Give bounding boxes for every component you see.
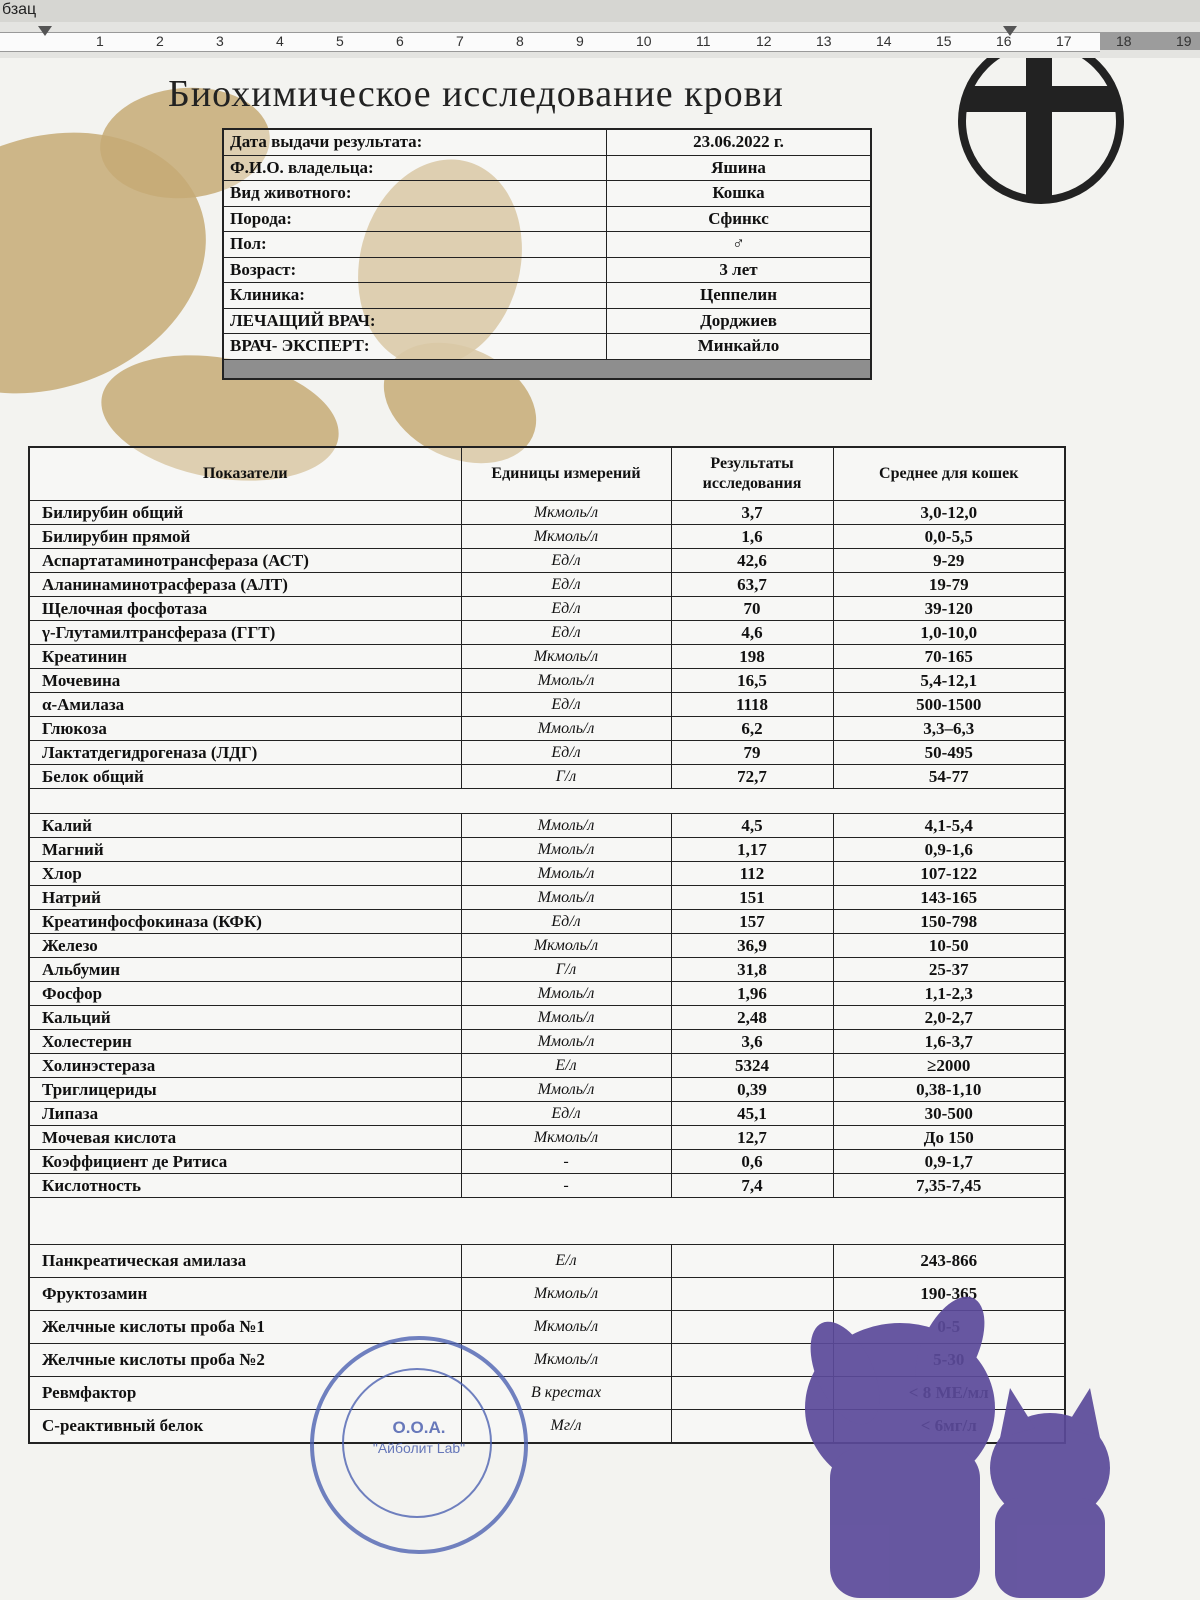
row-norm: 0,0-5,5 <box>833 525 1065 549</box>
info-row <box>223 334 871 360</box>
row-unit: Мкмоль/л <box>461 934 671 958</box>
info-value: Минкайло <box>607 334 872 360</box>
row-name: Желчные кислоты проба №1 <box>29 1311 461 1344</box>
row-norm: 7,35-7,45 <box>833 1174 1065 1198</box>
row-unit: Ммоль/л <box>461 1078 671 1102</box>
row-name: Фосфор <box>29 982 461 1006</box>
table-row <box>29 1245 1065 1278</box>
row-result: 72,7 <box>671 765 833 789</box>
ruler-tick-label: 17 <box>1056 33 1072 49</box>
row-norm: 10-50 <box>833 934 1065 958</box>
ruler-tick-label: 12 <box>756 33 772 49</box>
row-unit: Ед/л <box>461 621 671 645</box>
table-row <box>29 621 1065 645</box>
row-name: Натрий <box>29 886 461 910</box>
row-norm: 107-122 <box>833 862 1065 886</box>
row-name: Креатинфосфокиназа (КФК) <box>29 910 461 934</box>
pets-silhouette-icon <box>800 1278 1120 1600</box>
first-line-indent-marker[interactable] <box>38 26 52 36</box>
row-unit: Ммоль/л <box>461 717 671 741</box>
table-row <box>29 1126 1065 1150</box>
row-name: Лактатдегидрогеназа (ЛДГ) <box>29 741 461 765</box>
table-row <box>29 573 1065 597</box>
row-norm: 190-365 <box>833 1278 1065 1311</box>
row-norm: 1,0-10,0 <box>833 621 1065 645</box>
table-row <box>29 814 1065 838</box>
row-unit: Ед/л <box>461 549 671 573</box>
row-result: 31,8 <box>671 958 833 982</box>
stamp-text-line2: "Айболит Lab" <box>372 1440 466 1456</box>
info-label: Клиника: <box>223 283 607 309</box>
clinic-logo-icon <box>958 58 1124 204</box>
row-norm: 19-79 <box>833 573 1065 597</box>
table-row <box>29 886 1065 910</box>
row-norm: 25-37 <box>833 958 1065 982</box>
row-unit: Ед/л <box>461 1102 671 1126</box>
row-norm: 39-120 <box>833 597 1065 621</box>
spacer-row <box>29 789 1065 814</box>
row-unit: Е/л <box>461 1245 671 1278</box>
info-label: ВРАЧ- ЭКСПЕРТ: <box>223 334 607 360</box>
row-name: Аспартатаминотрансфераза (АСТ) <box>29 549 461 573</box>
row-unit: - <box>461 1150 671 1174</box>
row-result: 1,96 <box>671 982 833 1006</box>
spacer-row <box>29 1198 1065 1245</box>
row-name: Кислотность <box>29 1174 461 1198</box>
row-name: Калий <box>29 814 461 838</box>
row-name: Триглицериды <box>29 1078 461 1102</box>
ruler-tick-label: 5 <box>336 33 344 49</box>
row-norm: 3,0-12,0 <box>833 501 1065 525</box>
table-header-row <box>29 447 1065 501</box>
table-row <box>29 741 1065 765</box>
row-result: 3,6 <box>671 1030 833 1054</box>
info-row <box>223 206 871 232</box>
row-result: 157 <box>671 910 833 934</box>
ruler-strip <box>0 32 1100 52</box>
row-unit: Мкмоль/л <box>461 645 671 669</box>
info-value: ♂ <box>607 232 872 258</box>
document-title: Биохимическое исследование крови <box>168 73 784 115</box>
ribbon-tab-label[interactable]: бзац <box>2 1 37 18</box>
row-result: 3,7 <box>671 501 833 525</box>
row-norm: 500-1500 <box>833 693 1065 717</box>
row-norm: 50-495 <box>833 741 1065 765</box>
row-result: 45,1 <box>671 1102 833 1126</box>
row-result: 198 <box>671 645 833 669</box>
table-row <box>29 934 1065 958</box>
row-norm: 3,3–6,3 <box>833 717 1065 741</box>
row-name: Глюкоза <box>29 717 461 741</box>
info-label: Пол: <box>223 232 607 258</box>
row-norm: 1,6-3,7 <box>833 1030 1065 1054</box>
row-unit: В крестах <box>461 1377 671 1410</box>
table-row <box>29 862 1065 886</box>
ruler-tick-label: 19 <box>1176 33 1192 49</box>
info-row <box>223 308 871 334</box>
row-result: 151 <box>671 886 833 910</box>
row-unit: Г/л <box>461 958 671 982</box>
row-norm: 70-165 <box>833 645 1065 669</box>
row-name: Белок общий <box>29 765 461 789</box>
row-name: Билирубин общий <box>29 501 461 525</box>
ruler-tick-label: 7 <box>456 33 464 49</box>
info-footer-row <box>223 359 871 379</box>
stamp-text-line1: О.О.А. <box>392 1418 446 1437</box>
row-name: Панкреатическая амилаза <box>29 1245 461 1278</box>
row-unit: Г/л <box>461 765 671 789</box>
document-page[interactable] <box>0 58 1200 1600</box>
row-unit: Ммоль/л <box>461 862 671 886</box>
table-row <box>29 1030 1065 1054</box>
row-unit: Ммоль/л <box>461 1030 671 1054</box>
table-row <box>29 910 1065 934</box>
row-unit: Ммоль/л <box>461 669 671 693</box>
row-name: α-Амилаза <box>29 693 461 717</box>
row-result: 1,17 <box>671 838 833 862</box>
table-row <box>29 838 1065 862</box>
row-norm: 4,1-5,4 <box>833 814 1065 838</box>
row-unit: Мкмоль/л <box>461 501 671 525</box>
row-unit: Ммоль/л <box>461 886 671 910</box>
table-row <box>29 1174 1065 1198</box>
top-bar <box>0 0 1200 23</box>
row-unit: Мкмоль/л <box>461 1344 671 1377</box>
ruler-tick-label: 11 <box>696 33 711 49</box>
info-value: Дорджиев <box>607 308 872 334</box>
row-name: Мочевина <box>29 669 461 693</box>
row-unit: Мг/л <box>461 1410 671 1444</box>
info-row <box>223 232 871 258</box>
row-name: γ-Глутамилтрансфераза (ГГТ) <box>29 621 461 645</box>
header-result: Результаты исследования <box>671 447 833 501</box>
table-row <box>29 597 1065 621</box>
row-result: 36,9 <box>671 934 833 958</box>
info-value: Цеппелин <box>607 283 872 309</box>
row-result: 1118 <box>671 693 833 717</box>
row-name: Магний <box>29 838 461 862</box>
row-result: 1,6 <box>671 525 833 549</box>
row-unit: Ед/л <box>461 741 671 765</box>
ruler-tick-label: 8 <box>516 33 524 49</box>
row-result <box>671 1245 833 1278</box>
row-name: Мочевая кислота <box>29 1126 461 1150</box>
info-value: 3 лет <box>607 257 872 283</box>
patient-info-table <box>222 128 872 380</box>
row-norm: 243-866 <box>833 1245 1065 1278</box>
info-row <box>223 181 871 207</box>
info-label: Порода: <box>223 206 607 232</box>
info-label: ЛЕЧАЩИЙ ВРАЧ: <box>223 308 607 334</box>
ruler-tick-label: 6 <box>396 33 404 49</box>
row-result: 5324 <box>671 1054 833 1078</box>
row-name: Альбумин <box>29 958 461 982</box>
row-unit: Ммоль/л <box>461 838 671 862</box>
row-name: Холинэстераза <box>29 1054 461 1078</box>
row-name: Железо <box>29 934 461 958</box>
table-row <box>29 1078 1065 1102</box>
ruler-tick-label: 2 <box>156 33 164 49</box>
table-row <box>29 1102 1065 1126</box>
table-row <box>29 1006 1065 1030</box>
row-result: 4,5 <box>671 814 833 838</box>
row-name: Желчные кислоты проба №2 <box>29 1344 461 1377</box>
table-row <box>29 501 1065 525</box>
info-row <box>223 257 871 283</box>
row-unit: Ммоль/л <box>461 814 671 838</box>
horizontal-ruler[interactable] <box>0 22 1200 59</box>
row-norm: До 150 <box>833 1126 1065 1150</box>
table-row <box>29 645 1065 669</box>
info-row <box>223 155 871 181</box>
info-value: Сфинкс <box>607 206 872 232</box>
table-row <box>29 958 1065 982</box>
row-name: Кальций <box>29 1006 461 1030</box>
table-row <box>29 982 1065 1006</box>
row-norm: 54-77 <box>833 765 1065 789</box>
row-norm: 1,1-2,3 <box>833 982 1065 1006</box>
row-result: 63,7 <box>671 573 833 597</box>
ruler-tick-label: 4 <box>276 33 284 49</box>
row-name: Хлор <box>29 862 461 886</box>
table-row <box>29 669 1065 693</box>
row-name: Билирубин прямой <box>29 525 461 549</box>
row-unit: Мкмоль/л <box>461 525 671 549</box>
ruler-tick-label: 16 <box>996 33 1012 49</box>
row-norm: 5,4-12,1 <box>833 669 1065 693</box>
row-result: 0,39 <box>671 1078 833 1102</box>
row-norm: 0,9-1,7 <box>833 1150 1065 1174</box>
row-result: 70 <box>671 597 833 621</box>
row-name: Щелочная фосфотаза <box>29 597 461 621</box>
row-unit: Ммоль/л <box>461 1006 671 1030</box>
row-name: С-реактивный белок <box>29 1410 461 1444</box>
row-unit: Ммоль/л <box>461 982 671 1006</box>
row-norm: 2,0-2,7 <box>833 1006 1065 1030</box>
row-unit: - <box>461 1174 671 1198</box>
row-result: 0,6 <box>671 1150 833 1174</box>
row-unit: Е/л <box>461 1054 671 1078</box>
row-unit: Ед/л <box>461 910 671 934</box>
row-name: Аланинаминотрасфераза (АЛТ) <box>29 573 461 597</box>
row-unit: Мкмоль/л <box>461 1126 671 1150</box>
header-norm: Среднее для кошек <box>833 447 1065 501</box>
table-row <box>29 549 1065 573</box>
header-name: Показатели <box>29 447 461 501</box>
row-unit: Ед/л <box>461 573 671 597</box>
info-value: Яшина <box>607 155 872 181</box>
row-result: 16,5 <box>671 669 833 693</box>
row-norm: 0,9-1,6 <box>833 838 1065 862</box>
clinic-stamp <box>310 1336 528 1554</box>
info-row <box>223 283 871 309</box>
info-row <box>223 129 871 155</box>
table-row <box>29 1150 1065 1174</box>
ruler-tick-label: 15 <box>936 33 952 49</box>
table-row <box>29 693 1065 717</box>
row-name: Холестерин <box>29 1030 461 1054</box>
ruler-tick-label: 13 <box>816 33 832 49</box>
ruler-tick-label: 1 <box>96 33 104 49</box>
row-result: 6,2 <box>671 717 833 741</box>
row-result: 2,48 <box>671 1006 833 1030</box>
row-unit: Мкмоль/л <box>461 1278 671 1311</box>
row-norm: 30-500 <box>833 1102 1065 1126</box>
row-name: Ревмфактор <box>29 1377 461 1410</box>
ruler-tick-label: 10 <box>636 33 652 49</box>
ruler-tick-label: 18 <box>1116 33 1132 49</box>
row-norm: 0,38-1,10 <box>833 1078 1065 1102</box>
row-unit: Ед/л <box>461 597 671 621</box>
ruler-tick-label: 14 <box>876 33 892 49</box>
info-label: Дата выдачи результата: <box>223 129 607 155</box>
row-name: Коэффициент де Ритиса <box>29 1150 461 1174</box>
row-unit: Ед/л <box>461 693 671 717</box>
header-unit: Единицы измерений <box>461 447 671 501</box>
row-unit: Мкмоль/л <box>461 1311 671 1344</box>
row-result: 112 <box>671 862 833 886</box>
info-value: Кошка <box>607 181 872 207</box>
info-label: Вид животного: <box>223 181 607 207</box>
info-label: Ф.И.О. владельца: <box>223 155 607 181</box>
row-result: 12,7 <box>671 1126 833 1150</box>
row-norm: 150-798 <box>833 910 1065 934</box>
row-norm: 143-165 <box>833 886 1065 910</box>
row-norm: ≥2000 <box>833 1054 1065 1078</box>
ruler-tick-label: 3 <box>216 33 224 49</box>
row-result: 42,6 <box>671 549 833 573</box>
table-row <box>29 525 1065 549</box>
row-result: 79 <box>671 741 833 765</box>
row-name: Креатинин <box>29 645 461 669</box>
info-value: 23.06.2022 г. <box>607 129 872 155</box>
row-result: 4,6 <box>671 621 833 645</box>
info-label: Возраст: <box>223 257 607 283</box>
table-row <box>29 765 1065 789</box>
row-norm: 9-29 <box>833 549 1065 573</box>
row-name: Липаза <box>29 1102 461 1126</box>
row-result: 7,4 <box>671 1174 833 1198</box>
table-row <box>29 1054 1065 1078</box>
row-name: Фруктозамин <box>29 1278 461 1311</box>
ruler-tick-label: 9 <box>576 33 584 49</box>
table-row <box>29 717 1065 741</box>
